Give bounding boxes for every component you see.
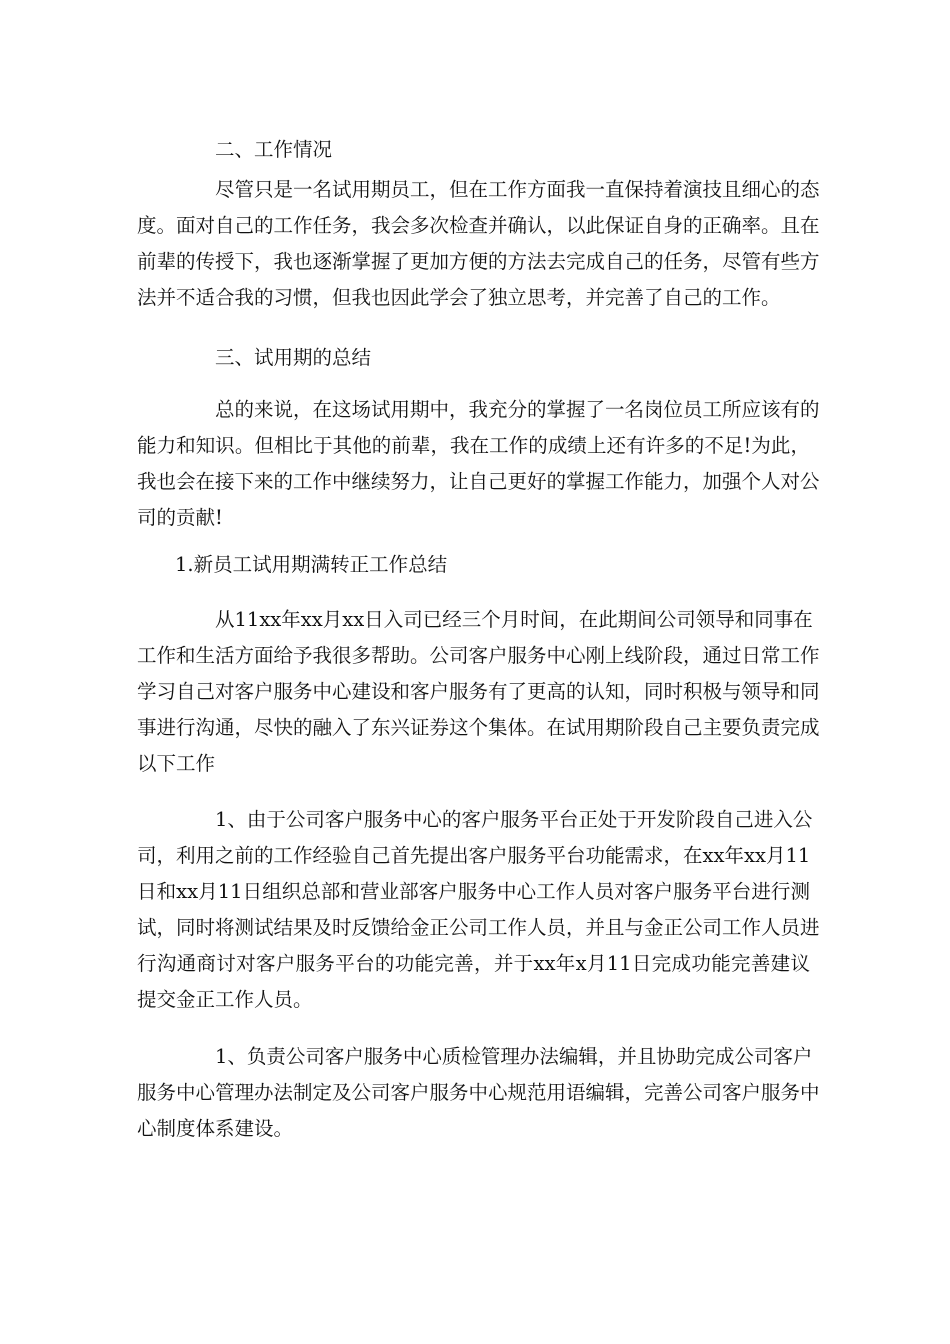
text-line: 司的贡献!: [137, 506, 223, 529]
text-line: 行沟通商讨对客户服务平台的功能完善，并于xx年x月11日完成功能完善建议: [137, 952, 810, 975]
paragraph-intro: [137, 602, 820, 782]
heading-new-employee-summary: 1.新员工试用期满转正工作总结: [175, 553, 448, 576]
text-line: 我也会在接下来的工作中继续努力，让自己更好的掌握工作能力，加强个人对公: [137, 470, 820, 493]
paragraph-work-situation: [137, 172, 820, 316]
text-line: 事进行沟通，尽快的融入了东兴证券这个集体。在试用期阶段自己主要负责完成: [137, 716, 820, 739]
text-line: 提交金正工作人员。: [137, 988, 313, 1011]
text-line: 前辈的传授下，我也逐渐掌握了更加方便的方法去完成自己的任务，尽管有些方: [137, 250, 820, 273]
text-line: 总的来说，在这场试用期中，我充分的掌握了一名岗位员工所应该有的: [215, 398, 820, 421]
text-line: 度。面对自己的工作任务，我会多次检查并确认，以此保证自身的正确率。且在: [137, 214, 820, 237]
text-line: 日和xx月11日组织总部和营业部客户服务中心工作人员对客户服务平台进行测: [137, 880, 810, 903]
text-line: 学习自己对客户服务中心建设和客户服务有了更高的认知，同时积极与领导和同: [137, 680, 820, 703]
text-line: 1、负责公司客户服务中心质检管理办法编辑，并且协助完成公司客户: [215, 1045, 813, 1068]
text-line: 服务中心管理办法制定及公司客户服务中心规范用语编辑，完善公司客户服务中: [137, 1081, 820, 1104]
heading-probation-summary: 三、试用期的总结: [215, 346, 372, 369]
text-line: 试，同时将测试结果及时反馈给金正公司工作人员，并且与金正公司工作人员进: [137, 916, 820, 939]
text-line: 从11xx年xx月xx日入司已经三个月时间，在此期间公司领导和同事在: [215, 608, 813, 631]
paragraph-item-quality: [137, 1039, 820, 1147]
paragraph-probation-summary: [137, 392, 820, 536]
text-line: 司，利用之前的工作经验自己首先提出客户服务平台功能需求，在xx年xx月11: [137, 844, 811, 867]
heading-work-situation: 二、工作情况: [215, 138, 333, 161]
paragraph-item-platform: [137, 802, 820, 1018]
text-line: 心制度体系建设。: [137, 1117, 294, 1140]
text-line: 尽管只是一名试用期员工，但在工作方面我一直保持着演技且细心的态: [215, 178, 820, 201]
text-line: 工作和生活方面给予我很多帮助。公司客户服务中心刚上线阶段，通过日常工作: [137, 644, 820, 667]
text-line: 1、由于公司客户服务中心的客户服务平台正处于开发阶段自己进入公: [215, 808, 813, 831]
text-line: 能力和知识。但相比于其他的前辈，我在工作的成绩上还有许多的不足!为此，: [137, 434, 810, 457]
text-line: 以下工作: [137, 752, 216, 775]
text-line: 法并不适合我的习惯，但我也因此学会了独立思考，并完善了自己的工作。: [137, 286, 781, 309]
